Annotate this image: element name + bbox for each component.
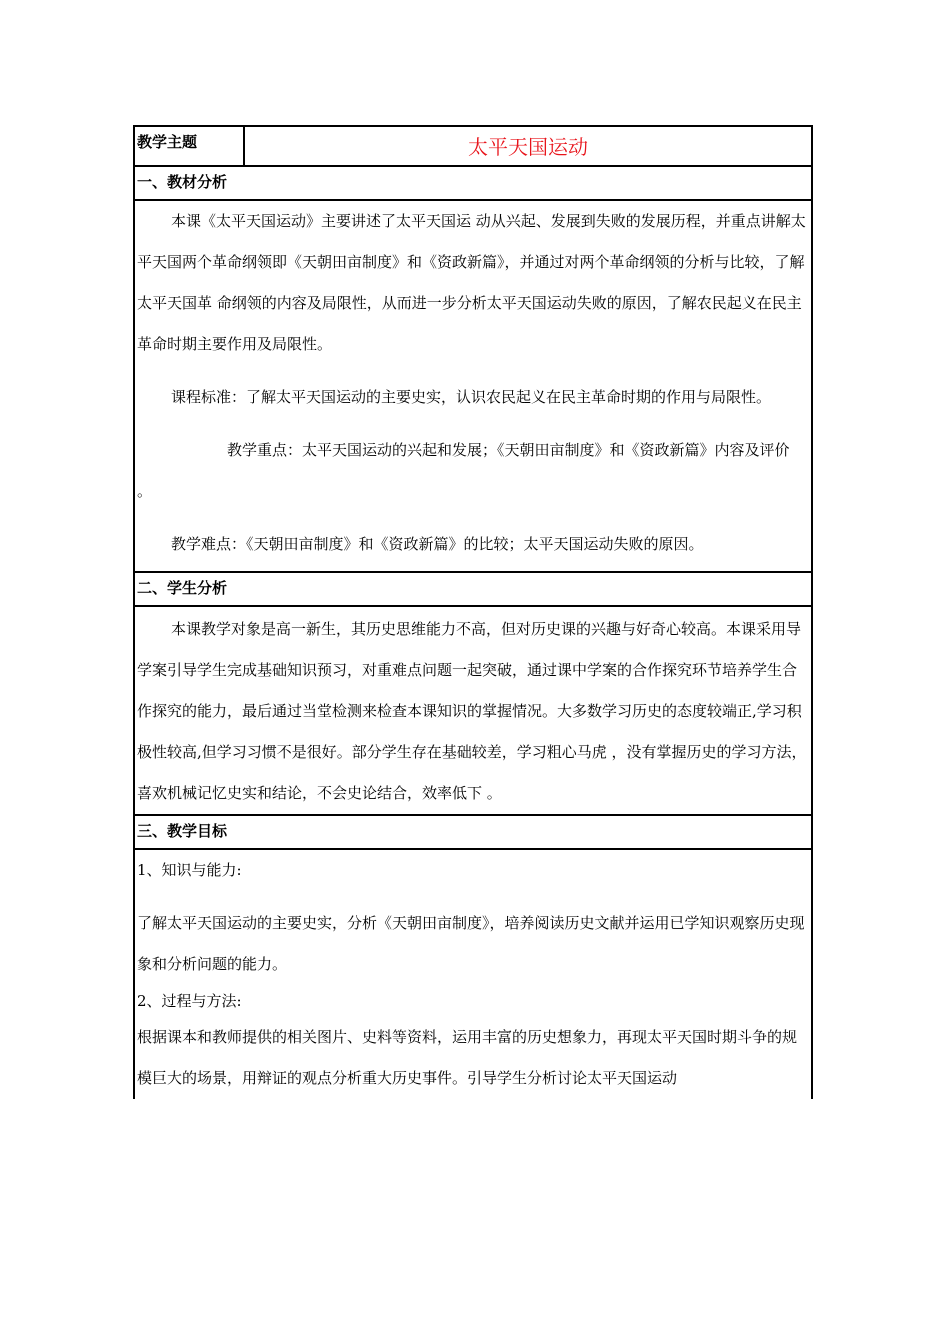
lesson-title: 太平天国运动 (468, 135, 588, 159)
textbook-analysis-cell (135, 201, 811, 573)
analysis-paragraph: 本课《太平天国运动》主要讲述了太平天国运 动从兴起、发展到失败的发展历程，并重点讲解太平天国两个革命纲领即《天朝田亩制度》和《资政新篇》，并通过对两个革命纲领的分析与比较，了解太平天国革 命纲领的内容及局限性，从而进一步分析太平天国运动失败的原因，了解农民起义在民主革命时期主要作用及局限性。 (137, 212, 806, 353)
section-heading-student-analysis: 二、学生分析 (135, 573, 811, 607)
curriculum-standard: 课程标准：了解太平天国运动的主要史实，认识农民起义在民主革命时期的作用与局限性。 (171, 388, 772, 406)
goal-process-text: 根据课本和教师提供的相关图片、史料等资料，运用丰富的历史想象力，再现太平天国时期斗争的规模巨大的场景，用辩证的观点分析重大历史事件。引导学生分析讨论太平天国运动 (137, 1028, 798, 1087)
goal-knowledge-title: 1、知识与能力: (137, 861, 242, 879)
section-heading-textbook-analysis: 一、教材分析 (135, 167, 811, 201)
title-row (135, 127, 811, 167)
key-points: 教学重点：太平天国运动的兴起和发展；《天朝田亩制度》和《资政新篇》内容及评价 。 (137, 441, 790, 500)
section-heading-teaching-goals: 三、教学目标 (135, 816, 811, 850)
goal-knowledge-text: 了解太平天国运动的主要史实，分析《天朝田亩制度》，培养阅读历史文献并运用已学知识观察历史现象和分析问题的能力。 (137, 914, 805, 973)
lesson-plan-table (133, 125, 813, 1099)
topic-label: 教学主题 (135, 127, 245, 165)
student-analysis-paragraph: 本课教学对象是高一新生，其历史思维能力不高，但对历史课的兴趣与好奇心较高。本课采用导学案引导学生完成基础知识预习，对重难点问题一起突破，通过课中学案的合作探究环节培养学生合作探究的能力，最后通过当堂检测来检查本课知识的掌握情况。大多数学习历史的态度较端正,学习积极性较高,但学习习惯不是很好。部分学生存在基础较差，学习粗心马虎 ，没有掌握历史的学习方法，喜欢机械记忆史实和结论，不会史论结合，效率低下 。 (137, 620, 807, 802)
student-analysis-cell (135, 607, 811, 816)
goal-process-title: 2、过程与方法: (137, 992, 242, 1010)
teaching-goals-cell (135, 850, 811, 1099)
difficulties: 教学难点：《天朝田亩制度》和《资政新篇》的比较；太平天国运动失败的原因。 (171, 535, 704, 553)
